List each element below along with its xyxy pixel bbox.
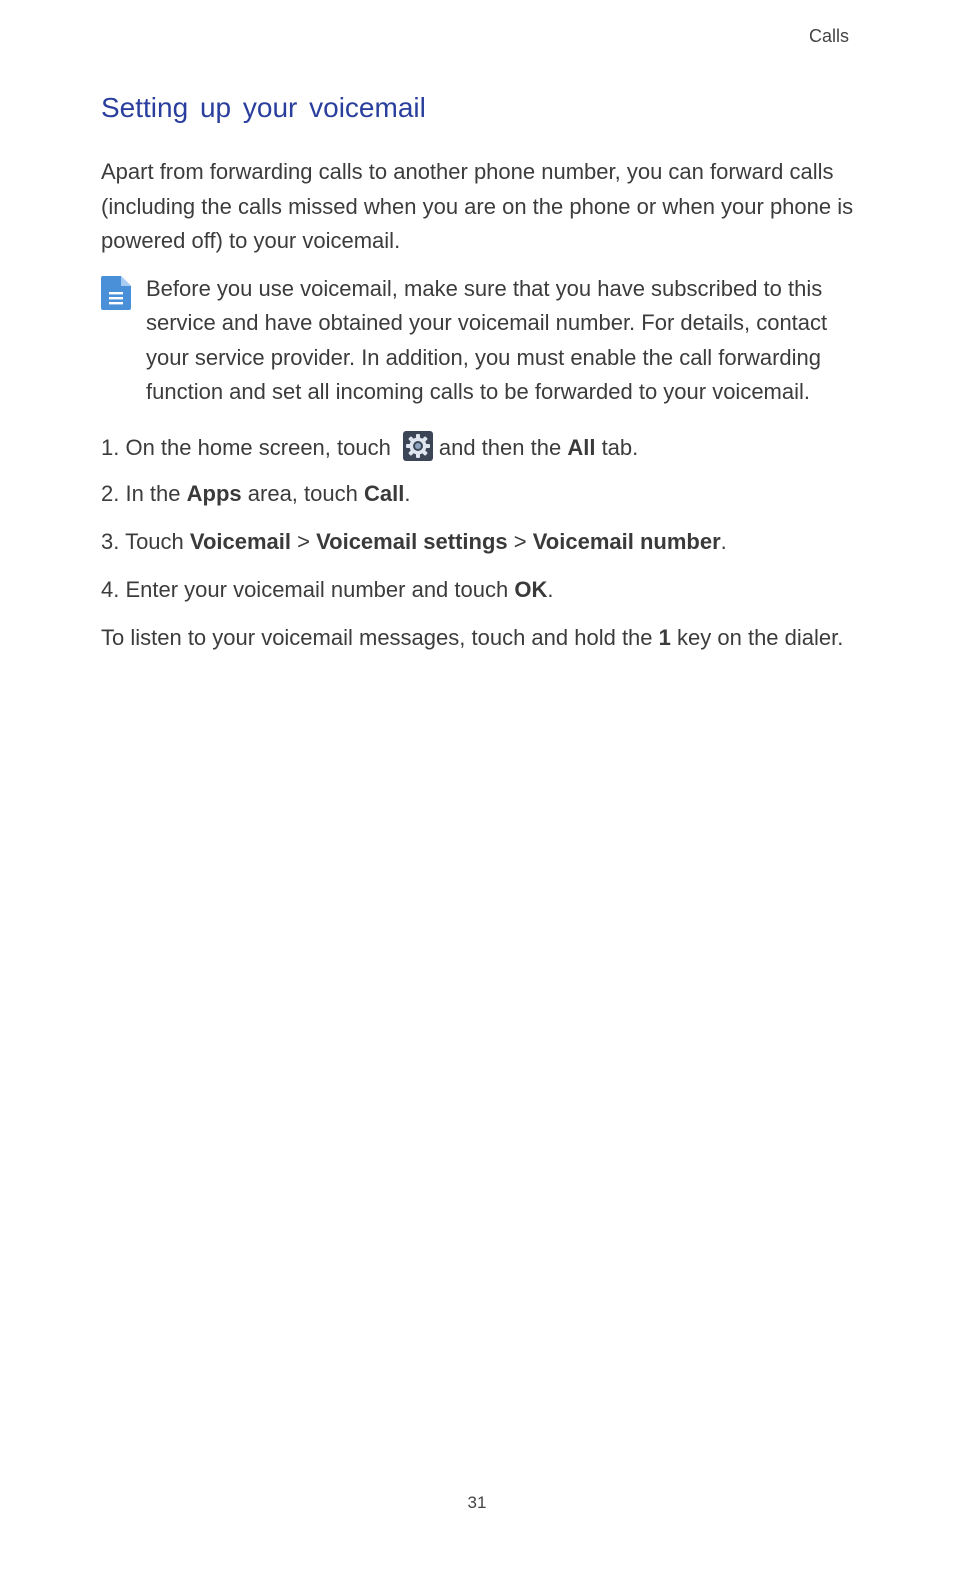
step-3-voicemail-settings: Voicemail settings	[316, 529, 508, 554]
closing-prefix: To listen to your voicemail messages, touch and hold the	[101, 625, 653, 650]
page-number: 31	[467, 1493, 487, 1512]
closing-key-1: 1	[658, 625, 671, 650]
step-3-suffix: .	[720, 529, 727, 554]
note-document-icon	[101, 276, 131, 310]
step-2-prefix: 2. In the	[101, 481, 181, 506]
step-3-voicemail: Voicemail	[189, 529, 291, 554]
step-4	[101, 575, 553, 605]
step-1-all-tab: All	[567, 435, 596, 460]
step-2-call: Call	[363, 481, 405, 506]
running-header: Calls	[808, 26, 849, 46]
step-1-middle: and then the	[438, 435, 562, 460]
step-3-voicemail-number: Voicemail number	[532, 529, 721, 554]
step-3-separator-2: >	[513, 529, 527, 554]
step-1	[101, 431, 638, 463]
step-4-suffix: .	[547, 577, 554, 602]
step-4-prefix: 4. Enter your voicemail number and touch	[101, 577, 509, 602]
intro-paragraph: Apart from forwarding calls to another phone number, you can forward calls (including the calls missed when you are on the phone or when your phone is powered off) to your voicemail.	[101, 159, 854, 253]
note-text: Before you use voicemail, make sure that you have subscribed to this service and have obtained your voicemail number. For details, contact your service provider. In addition, you must enable the call forwarding function and set all incoming calls to be forwarded to your voicemail.	[146, 276, 828, 404]
closing-suffix: key on the dialer.	[677, 625, 844, 650]
step-1-prefix: 1. On the home screen, touch	[101, 435, 391, 460]
section-title: Setting up your voicemail	[101, 92, 426, 123]
step-2-apps: Apps	[186, 481, 242, 506]
step-3-separator-1: >	[297, 529, 310, 554]
closing-paragraph	[101, 623, 843, 653]
note-block	[101, 272, 861, 409]
step-3-prefix: 3. Touch	[101, 529, 184, 554]
step-2-suffix: .	[404, 481, 411, 506]
step-4-ok: OK	[514, 577, 548, 602]
step-2	[101, 479, 410, 509]
step-3	[101, 527, 727, 557]
settings-gear-icon	[403, 431, 433, 461]
step-2-middle: area, touch	[247, 481, 358, 506]
step-1-suffix: tab.	[601, 435, 639, 460]
